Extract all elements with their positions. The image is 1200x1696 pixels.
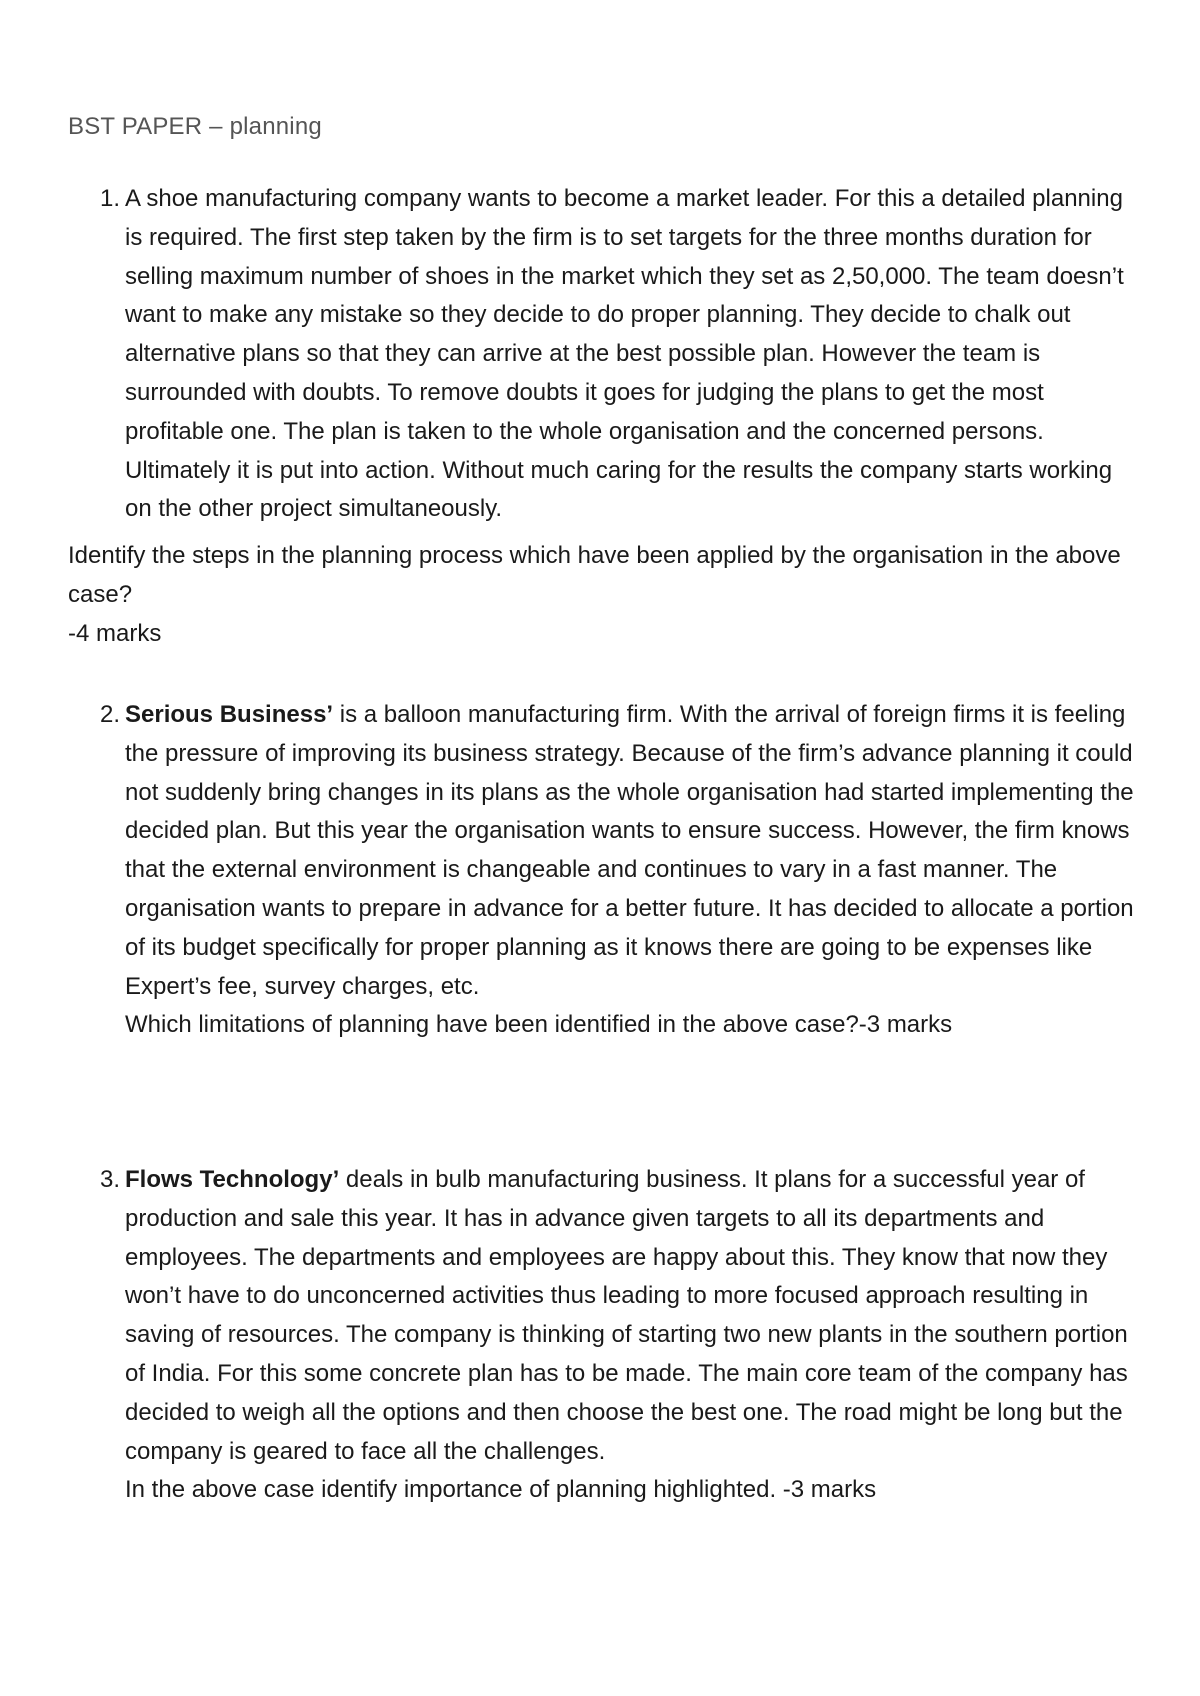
question-text: A shoe manufacturing company wants to become a market leader. For this a detailed planning is required. The first step taken by the firm is to set targets for the three months duration for selling maximum number of shoes in the market which they set as 2,50,000. The team doesn’t want to make any mistake so they decide to do proper planning. They decide to chalk out alternative plans so that they can arrive at the best possible plan. However the team is surrounded with doubts. To remove doubts it goes for judging the plans to get the most profitable one. The plan is taken to the whole organisation and the concerned persons. Ultimately it is put into action. Without much caring for the results the company starts working on the other project simultaneously.: [125, 185, 1124, 523]
question-marks: -4 marks: [68, 619, 162, 647]
question-text: deals in bulb manufacturing business. It plans for a successful year of production and sale this year. It has in advance given targets to all its departments and employees. The departments and employees are happy about this. They know that now they won’t have to do unconcerned activities thus leading to more focused approach resulting in saving of resources. The company is thinking of starting two new plants in the southern portion of India. For this some concrete plan has to be made. The main core team of the company has decided to weigh all the options and then choose the best one. The road might be long but the company is geared to face all the challenges.: [125, 1166, 1128, 1465]
question-lead-bold: Flows Technology’: [125, 1166, 340, 1193]
document-title: BST PAPER – planning: [68, 113, 322, 140]
question-number: 2.: [99, 701, 120, 728]
question-prompt: Which limitations of planning have been identified in the above case?-3 marks: [125, 1011, 953, 1039]
question-1-prompt: [68, 537, 1148, 653]
question-prompt: In the above case identify importance of planning highlighted. -3 marks: [125, 1476, 877, 1504]
question-text: is a balloon manufacturing firm. With the arrival of foreign firms it is feeling the pressure of improving its business strategy. Because of the firm’s advance planning it could not suddenly bring changes in its plans as the whole organisation had started implementing the decided plan. But this year the organisation wants to ensure success. However, the firm knows that the external environment is changeable and continues to vary in a fast manner. The organisation wants to prepare in advance for a better future. It has decided to allocate a portion of its budget specifically for proper planning as it knows there are going to be expenses like Expert’s fee, survey charges, etc.: [125, 701, 1134, 1000]
question-lead-bold: Serious Business’: [125, 701, 334, 728]
question-number: 1.: [99, 185, 120, 212]
question-number: 3.: [99, 1166, 120, 1193]
question-prompt: Identify the steps in the planning process which have been applied by the organisation in the above case?: [68, 542, 1121, 608]
question-body: [125, 696, 1140, 1045]
question-body: [125, 1161, 1140, 1510]
